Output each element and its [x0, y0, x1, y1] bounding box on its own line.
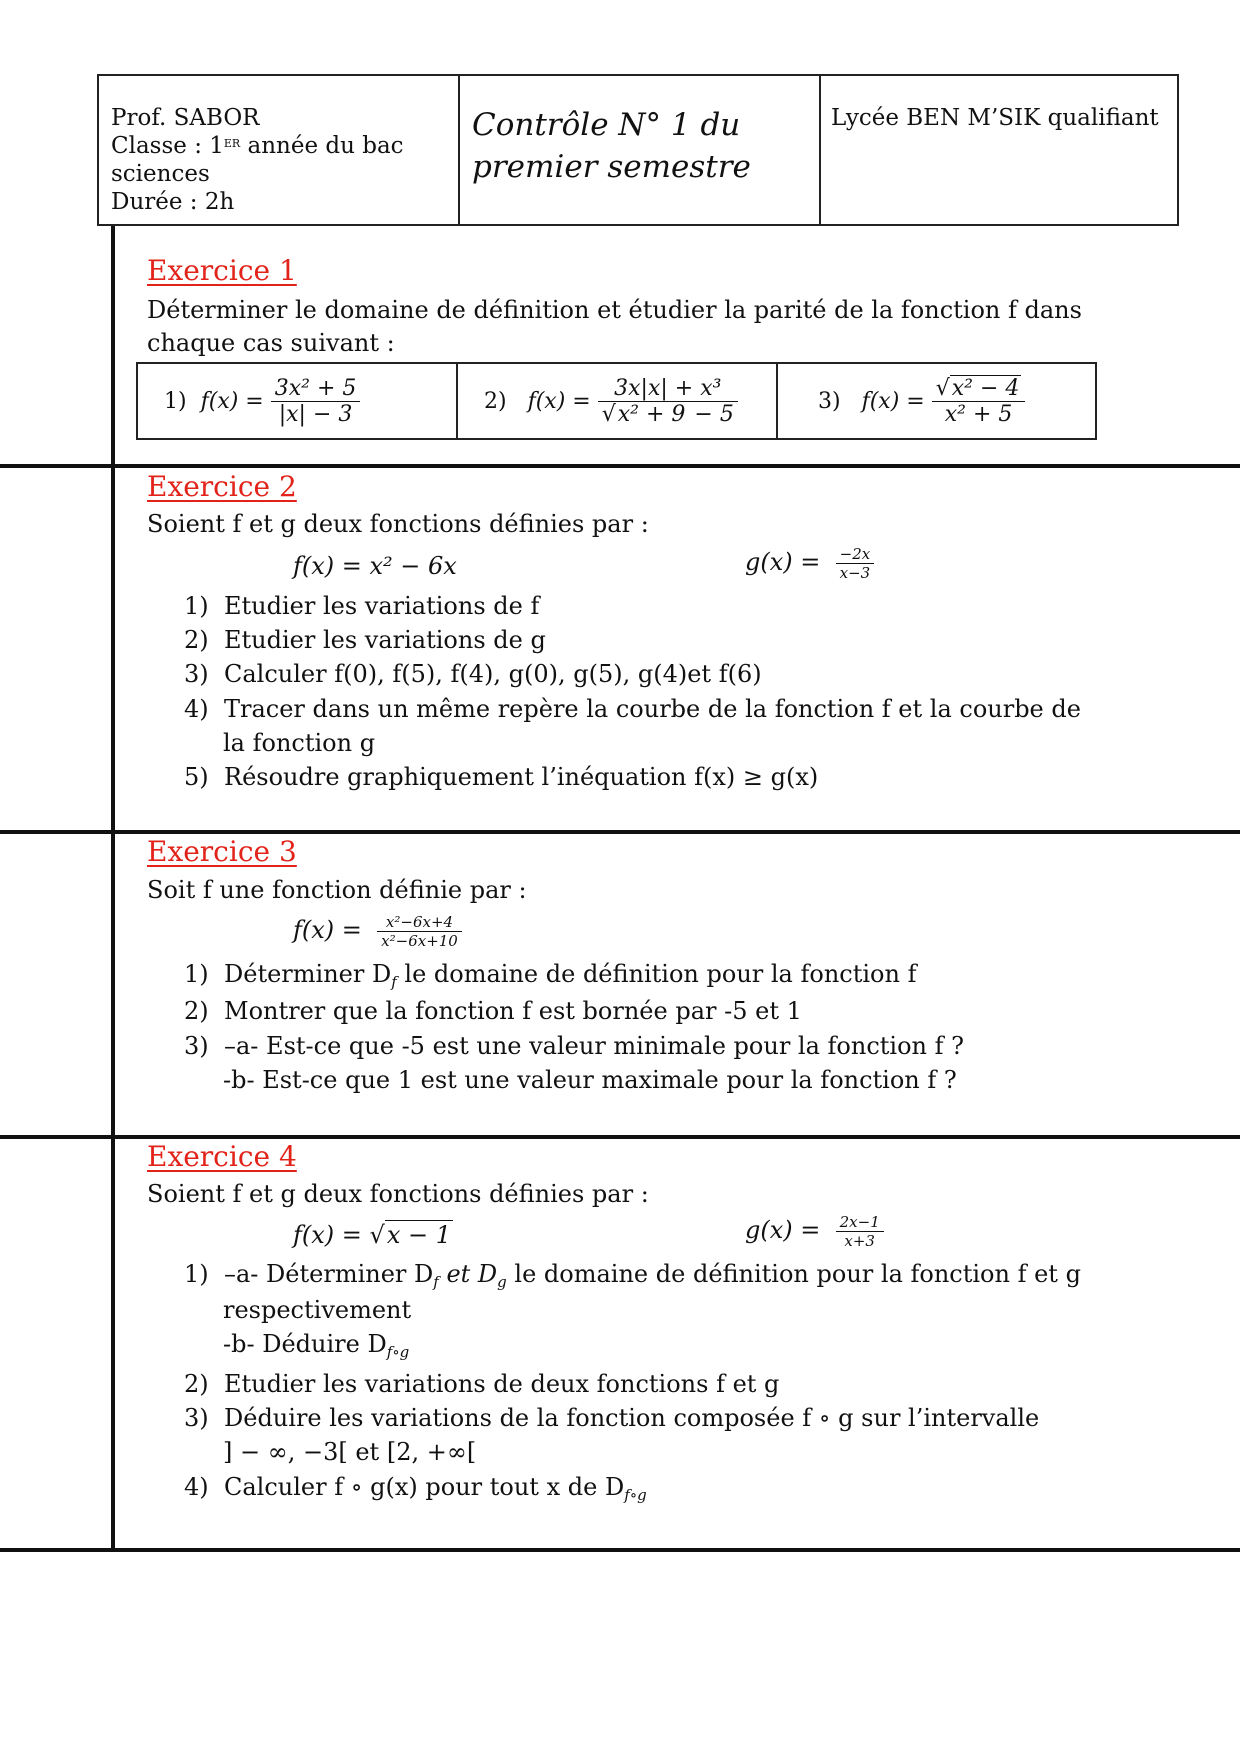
- ex4-g-definition: g(x) = $\frac{2x-1}{x+3}$: [745, 1213, 884, 1250]
- ex1-intro-line2: chaque cas suivant :: [147, 329, 395, 357]
- ex4-item-3: 3) Déduire les variations de la fonction composée f ∘ g sur l’intervalle: [184, 1404, 1040, 1432]
- ex1-intro-line1: Déterminer le domaine de définition et étudier la parité de la fonction f dans: [147, 296, 1082, 324]
- exercise-4-title: Exercice 4: [147, 1140, 297, 1173]
- ex3-f-definition: f(x) = $\frac{\text{x²−6x+4}}{\text{x²−6x+10}}$: [293, 913, 462, 950]
- header-info: [99, 76, 460, 224]
- ex3-item-3-cont: -b- Est-ce que 1 est une valeur maximale pour la fonction f ?: [223, 1066, 957, 1094]
- ex2-item-1: 1) Etudier les variations de f: [184, 592, 540, 620]
- duration: Durée : 2h: [111, 189, 235, 215]
- class-line: Classe : 1ER année du bac: [111, 133, 404, 159]
- ex4-item-4: 4) Calculer f ∘ g(x) pour tout x de $D_{f\circ g}$: [184, 1473, 647, 1504]
- school-name: Lycée BEN M’SIK qualifiant: [831, 105, 1159, 131]
- ex3-intro: Soit f une fonction définie par :: [147, 876, 527, 904]
- ex2-g-definition: g(x) = $\frac{-2x}{x-3}$: [745, 545, 874, 582]
- teacher: Prof. SABOR: [111, 105, 260, 131]
- exercise-3-title: Exercice 3: [147, 835, 297, 868]
- divider-3: [0, 1135, 1240, 1139]
- ex4-item-2: 2) Etudier les variations de deux fonctions f et g: [184, 1370, 780, 1398]
- ex4-item-1-cont: respectivement: [223, 1296, 412, 1324]
- ex1-functions-table: [136, 362, 1097, 440]
- ex4-item-1-b: -b- Déduire $D_{f\circ g}$: [223, 1330, 410, 1361]
- class-line2: sciences: [111, 161, 210, 187]
- ex4-item-3-cont: ] − ∞, −3[ et [2, +∞[: [223, 1438, 477, 1466]
- ex2-item-4: 4) Tracer dans un même repère la courbe de la fonction f et la courbe de: [184, 695, 1081, 723]
- ex3-item-3: 3) –a- Est-ce que -5 est une valeur minimale pour la fonction f ?: [184, 1032, 965, 1060]
- ex2-item-2: 2) Etudier les variations de g: [184, 626, 546, 654]
- divider-4: [0, 1548, 1240, 1552]
- ex2-item-5: 5) Résoudre graphiquement l’inéquation f(x) ≥ g(x): [184, 763, 819, 791]
- ex1-function-3: 3) f(x) = $\frac{\text{√x² − 4}}{\text{x² + 5}}$: [778, 364, 1095, 438]
- ex4-intro: Soient f et g deux fonctions définies par :: [147, 1180, 649, 1208]
- left-margin-line: [111, 226, 115, 1552]
- ex2-intro: Soient f et g deux fonctions définies par :: [147, 510, 649, 538]
- exercise-2-title: Exercice 2: [147, 470, 297, 503]
- ex3-item-1: 1) Déterminer $D_f$ le domaine de définition pour la fonction f: [184, 960, 917, 991]
- exercise-1-title: Exercice 1: [147, 254, 297, 287]
- header-table: [97, 74, 1179, 226]
- ex4-f-definition: f(x) = √x − 1: [293, 1221, 451, 1249]
- divider-2: [0, 830, 1240, 834]
- ex2-item-3: 3) Calculer f(0), f(5), f(4), g(0), g(5), g(4)et f(6): [184, 660, 762, 688]
- header-title: Contrôle N° 1 du premier semestre: [460, 76, 821, 224]
- ex1-function-2: 2) f(x) = $\frac{\text{3x|x| + x³}}{\text{√x² + 9 − 5}}$: [458, 364, 778, 438]
- ex3-item-2: 2) Montrer que la fonction f est bornée par -5 et 1: [184, 997, 802, 1025]
- divider-1: [0, 464, 1240, 468]
- ex2-item-4-cont: la fonction g: [223, 729, 376, 757]
- ex1-function-1: 1) f(x) = $\frac{\text{3x² + 5}}{|x| - 3}$: [138, 364, 458, 438]
- ex4-item-1: 1) –a- Déterminer $D_f$ et $D_g$ le domaine de définition pour la fonction f et g: [184, 1260, 1081, 1291]
- ex2-f-definition: f(x) = x² − 6x: [293, 552, 457, 580]
